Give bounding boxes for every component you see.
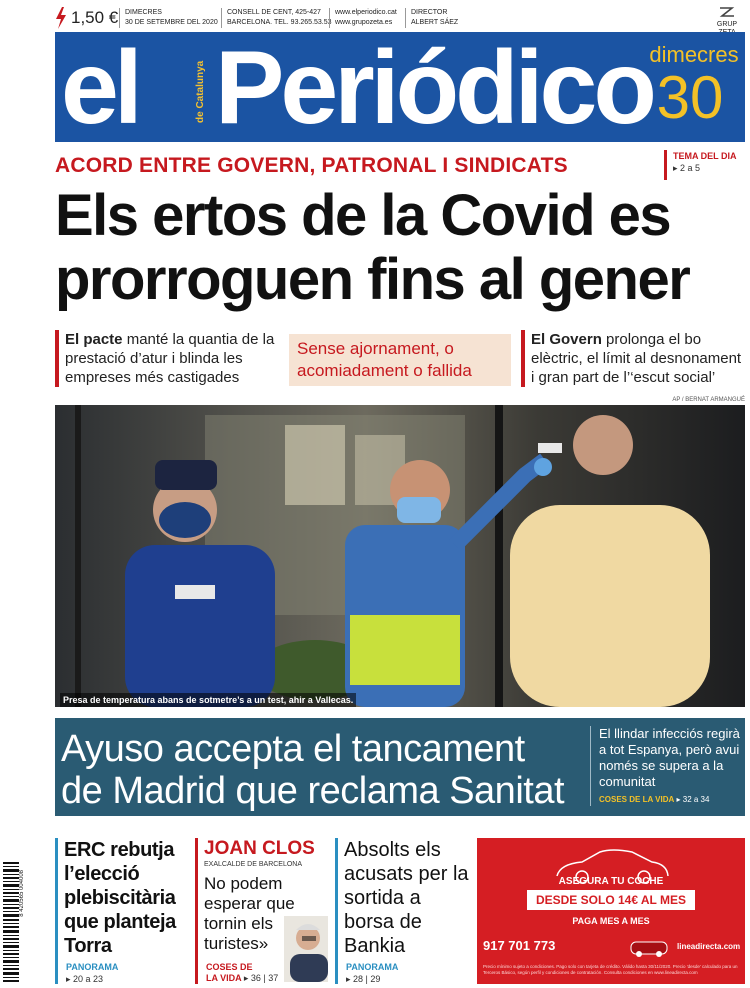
price: 1,50 € <box>71 8 119 27</box>
tema-pages: ▸ 2 a 5 <box>673 163 701 173</box>
tema-del-dia[interactable] <box>664 150 744 180</box>
story-erc-pages: ▸ 20 a 23 <box>66 974 104 984</box>
story-bankia-section: PANORAMA <box>346 962 399 972</box>
deck-pacte <box>55 330 285 387</box>
director-name: ALBERT SÁEZ <box>411 19 459 26</box>
director-block <box>405 8 458 28</box>
lead-kicker: ACORD ENTRE GOVERN, PATRONAL I SINDICATS <box>55 154 568 177</box>
banner-pages: ▸ 32 a 34 <box>676 795 710 804</box>
web-block <box>329 8 397 28</box>
date-full: 30 DE SETEMBRE DEL 2020 <box>125 19 218 26</box>
photo-caption: Presa de temperatura abans de sotmetre’s a un test, ahir a Vallecas. <box>60 693 356 707</box>
linea-directa-ad[interactable] <box>477 838 745 984</box>
story-bankia[interactable] <box>335 838 470 984</box>
lead-headline[interactable] <box>55 184 745 312</box>
deck-pacte-text: manté la quantia de la prestació d’atur i blinda les empreses més castigades <box>65 331 275 386</box>
story-erc-section: PANORAMA <box>66 962 119 972</box>
ad-line-1: ASEGURA TU COCHE <box>558 876 664 887</box>
web-link-2[interactable]: www.grupozeta.es <box>335 19 393 26</box>
address-line-1: CONSELL DE CENT, 425-427 <box>227 9 321 16</box>
group-name: GRUP <box>716 21 738 28</box>
headline-line-2: prorroguen fins al gener <box>55 247 690 312</box>
ayuso-banner[interactable] <box>55 718 745 816</box>
masthead <box>55 30 745 146</box>
lightning-bolt-icon <box>55 7 67 29</box>
ad-phone[interactable]: 917 701 773 <box>483 938 556 953</box>
banner-side <box>590 726 740 806</box>
red-phone-icon <box>627 934 673 958</box>
interview-quote: No podem esperar que tornin els turistes» <box>204 874 295 953</box>
barcode <box>3 860 19 985</box>
banner-section-link[interactable] <box>599 794 740 806</box>
address-block <box>221 8 332 28</box>
deck-pacte-bold: El pacte <box>65 331 123 348</box>
web-link-1[interactable]: www.elperiodico.cat <box>335 9 397 16</box>
story-bankia-pages: ▸ 28 | 29 <box>346 974 381 984</box>
director-label: DIRECTOR <box>411 9 448 16</box>
headline-line-1: Els ertos de la Covid es <box>55 183 671 248</box>
ad-line-2: DESDE SOLO 14€ AL MES <box>527 890 695 910</box>
story-erc[interactable] <box>55 838 191 984</box>
date-day: DIMECRES <box>125 9 162 16</box>
zeta-mark-icon <box>717 6 737 18</box>
deck-govern-bold: El Govern <box>531 331 602 348</box>
masthead-de-catalunya: de Catalunya <box>195 60 206 124</box>
joan-clos-portrait <box>284 916 328 982</box>
story-clos-section-1: COSES DE <box>206 962 253 972</box>
story-joan-clos[interactable] <box>195 838 325 984</box>
date-block <box>119 8 218 28</box>
ad-legal: Precio mínimo sujeto a condiciones. Pago solo con tarjeta de crédito. Válido hasta 30/11/2020. Precio 'desde' calculado para un Terceros Básico, según perfil y condiciones de contratación. Consulta condiciones en www.lineadirecta.com <box>483 964 738 975</box>
interviewee-role: EXALCALDE DE BARCELONA <box>204 861 303 868</box>
banner-side-text: El llindar infecciós regirà a tot Espanya, però avui només se supera a la comunitat <box>599 726 740 789</box>
banner-headline <box>61 728 591 812</box>
story-clos-pages: ▸ 36 | 37 <box>243 973 279 983</box>
photo-illustration <box>55 405 745 707</box>
top-info-strip <box>55 6 745 30</box>
banner-headline-line-1: Ayuso accepta el tancament <box>61 728 525 770</box>
masthead-name: Periódico <box>215 30 653 146</box>
banner-section: COSES DE LA VIDA <box>599 795 675 804</box>
ad-brand[interactable]: lineadirecta.com <box>677 942 741 951</box>
deck-govern-text: prolonga el bo elèctric, el límit al desnonament i gran part de l’‘escut social’ <box>531 331 742 386</box>
story-clos-section-2: LA VIDA <box>206 973 242 983</box>
banner-headline-line-2: de Madrid que reclama Sanitat <box>61 770 565 812</box>
masthead-weekday: dimecres <box>649 42 739 67</box>
story-clos-section <box>206 962 278 984</box>
masthead-el: el <box>61 30 138 146</box>
story-bankia-title: Absolts els acusats per la sortida a borsa de Bankia <box>344 839 469 957</box>
photo-credit: AP / BERNAT ARMANGUÉ <box>672 397 745 403</box>
interviewee-name: JOAN CLOS <box>204 838 315 859</box>
lead-photo[interactable] <box>55 405 745 707</box>
story-erc-title: ERC rebutja l’elecció plebiscitària que planteja Torra <box>64 839 176 957</box>
ad-line-3: PAGA MES A MES <box>572 916 650 926</box>
barcode-number: 8 420565 004008 <box>19 870 25 917</box>
masthead-daynum: 30 <box>656 64 724 131</box>
deck-highlight: Sense ajornament, o acomiadament o fallida <box>289 334 511 386</box>
deck-govern <box>521 330 746 387</box>
address-line-2: BARCELONA. TEL. 93.265.53.53 <box>227 19 332 26</box>
tema-label: TEMA DEL DIA <box>673 151 737 161</box>
